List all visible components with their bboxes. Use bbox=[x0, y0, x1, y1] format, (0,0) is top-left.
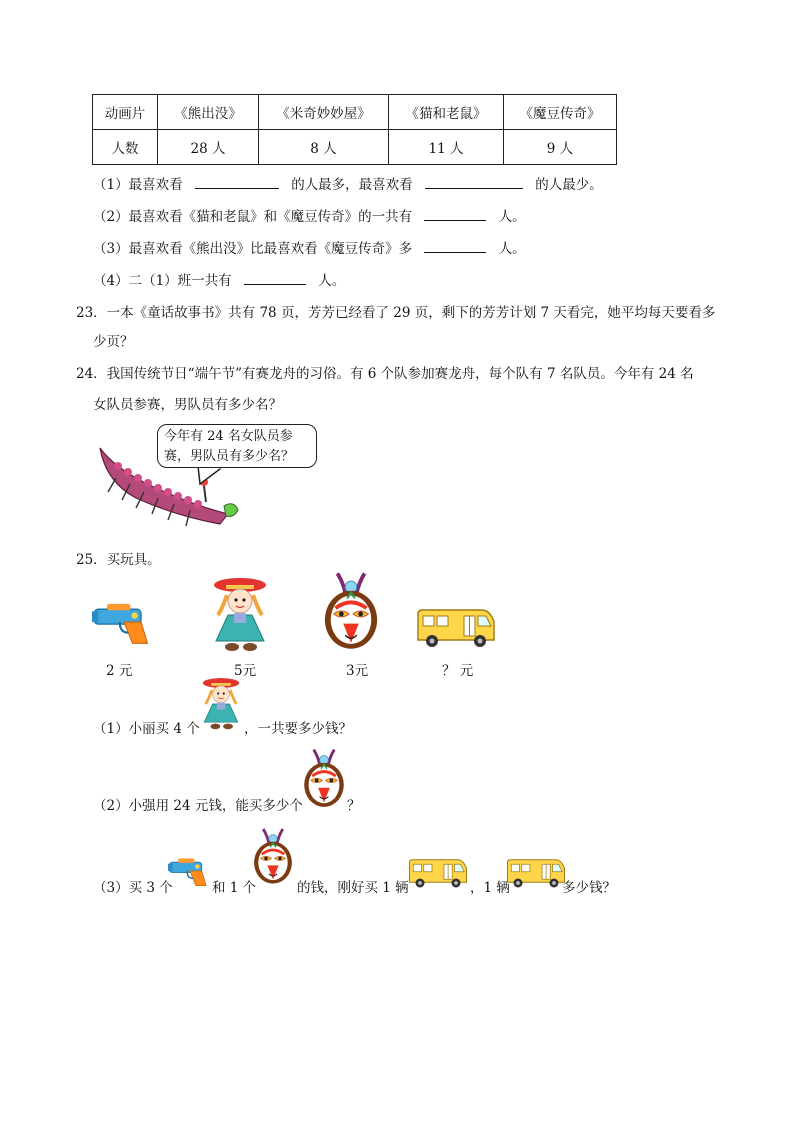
table-header-cell: 动画片 bbox=[93, 95, 158, 130]
price-label: 2 元 bbox=[106, 663, 133, 679]
question-text: 的人最多，最喜欢看 bbox=[291, 177, 413, 193]
table-cell: 《米奇妙妙屋》 bbox=[259, 95, 389, 130]
speech-bubble-text: 赛，男队员有多少名？ bbox=[164, 449, 295, 464]
answer-blank[interactable] bbox=[425, 176, 523, 189]
question-text: 人。 bbox=[498, 209, 526, 225]
toy-bus-icon bbox=[506, 858, 566, 890]
monkey-king-mask-icon bbox=[302, 748, 346, 810]
question-24-line-1: 24．我国传统节日“端午节”有赛龙舟的习俗。有 6 个队参加赛龙舟，每个队有 7 名队员。今年有 24 名 bbox=[76, 366, 694, 382]
table-cell: 《猫和老鼠》 bbox=[389, 95, 504, 130]
table-cell: 28 人 bbox=[158, 130, 259, 165]
table-row bbox=[93, 95, 617, 130]
question-25-part-3b: 和 1 个 bbox=[212, 880, 257, 896]
doll-icon bbox=[200, 676, 242, 732]
question-25-part-2b: ？ bbox=[347, 798, 361, 814]
speech-bubble-tail bbox=[196, 466, 226, 486]
question-25-part-1b: ，一共要多少钱？ bbox=[244, 721, 352, 737]
question-22-part-1 bbox=[93, 173, 603, 193]
question-text: （1）最喜欢看 bbox=[93, 177, 183, 193]
cartoon-survey-table bbox=[92, 94, 617, 165]
price-label: 5元 bbox=[234, 663, 257, 679]
question-text: 人。 bbox=[498, 241, 526, 257]
question-25-part-3d: ，1 辆 bbox=[470, 880, 510, 896]
toy-bus-icon bbox=[408, 858, 468, 890]
toy-bus-icon bbox=[416, 608, 496, 650]
answer-blank[interactable] bbox=[424, 240, 486, 253]
price-label: ？ 元 bbox=[442, 663, 474, 679]
question-text: 人。 bbox=[318, 273, 346, 289]
table-cell: 9 人 bbox=[504, 130, 617, 165]
question-text: 的人最少。 bbox=[535, 177, 603, 193]
question-25-part-3e: 多少钱？ bbox=[562, 880, 616, 896]
doll-icon bbox=[210, 575, 270, 655]
table-row bbox=[93, 130, 617, 165]
monkey-king-mask-icon bbox=[322, 570, 380, 654]
speech-bubble bbox=[157, 424, 317, 468]
table-cell: 《魔豆传奇》 bbox=[504, 95, 617, 130]
question-23-line-2: 少页？ bbox=[93, 334, 134, 350]
table-cell: 《熊出没》 bbox=[158, 95, 259, 130]
question-text: （4）二（1）班一共有 bbox=[93, 273, 232, 289]
toy-gun-icon bbox=[168, 854, 212, 888]
question-23-line-1: 23．一本《童话故事书》共有 78 页，芳芳已经看了 29 页，剩下的芳芳计划 7 天看完，她平均每天要看多 bbox=[76, 305, 716, 321]
answer-blank[interactable] bbox=[424, 208, 486, 221]
question-24-line-2: 女队员参赛，男队员有多少名？ bbox=[93, 397, 282, 413]
question-22-part-4 bbox=[93, 269, 345, 289]
table-cell: 11 人 bbox=[389, 130, 504, 165]
question-25-part-3c: 的钱，刚好买 1 辆 bbox=[297, 880, 409, 896]
speech-bubble-text: 今年有 24 名女队员参 bbox=[164, 429, 293, 444]
question-25-part-2a: （2）小强用 24 元钱，能买多少个 bbox=[93, 798, 303, 814]
table-cell: 8 人 bbox=[259, 130, 389, 165]
question-25-part-3a: （3）买 3 个 bbox=[93, 880, 173, 896]
toy-gun-icon bbox=[92, 598, 156, 646]
monkey-king-mask-icon bbox=[252, 826, 294, 888]
answer-blank[interactable] bbox=[244, 272, 306, 285]
table-header-cell: 人数 bbox=[93, 130, 158, 165]
question-25-part-1a: （1）小丽买 4 个 bbox=[93, 721, 200, 737]
question-25-title: 25．买玩具。 bbox=[76, 552, 161, 568]
price-label: 3元 bbox=[346, 663, 369, 679]
question-text: （3）最喜欢看《熊出没》比最喜欢看《魔豆传奇》多 bbox=[93, 241, 413, 257]
question-22-part-3 bbox=[93, 237, 526, 257]
answer-blank[interactable] bbox=[195, 176, 279, 189]
question-22-part-2 bbox=[93, 205, 526, 225]
question-text: （2）最喜欢看《猫和老鼠》和《魔豆传奇》的一共有 bbox=[93, 209, 413, 225]
